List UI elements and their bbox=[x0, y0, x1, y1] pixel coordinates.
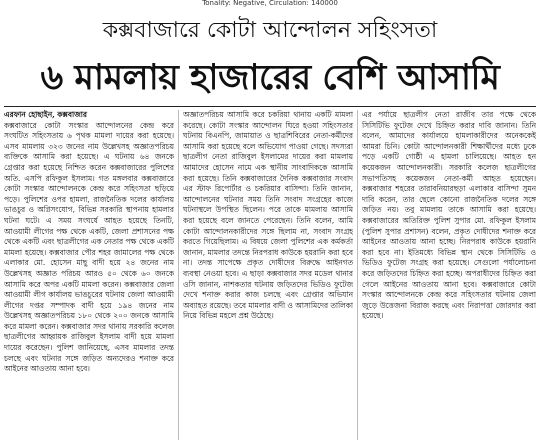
column-divider bbox=[178, 110, 179, 440]
article-column-3 bbox=[362, 110, 536, 440]
header-strip: Tonality: Negative, Circulation: 140000 bbox=[202, 0, 338, 7]
article-column-1 bbox=[4, 110, 174, 440]
column-divider bbox=[357, 110, 358, 440]
headline-divider bbox=[4, 106, 536, 107]
column-2-text: অজ্ঞাতপরিচয় আসামি করে চকরিয়া থানায় একটি মামলা করেছে। কোটা সংস্কার আন্দোলন ঘিরে হওয়া সহিংসতার ঘটনায় বিএনপি, জামায়াত ও ছাত্রশিবিরের নেতা-কর্মীদের আসামি করা হয়েছে বলে অভিযোগ পাওয়া গেছে। সদস্যরা ছাত্রলীগ নেতা রাজিবুল ইসলামের দায়ের করা মামলায় আমাদের হোসেন নামে এক স্থানীয় সাংবাদিককে আসামি করা হয়েছে। তিনি কক্সবাজারের দৈনিক কক্সবাজার সংবাদ এর স্টাফ রিপোর্টার ও চকরিয়ার বাসিন্দা। তিনি জানান, আন্দোলনের ঘটনার সময় তিনি সংবাদ সংগ্রহের কাজে ঘটনাস্থলে উপস্থিত ছিলেন। পরে তাকে মামলায় আসামি করা হয়েছে বলে জানতে পেরেছেন। তিনি বলেন, আমি কোটা আন্দোলনকারীদের সঙ্গে ছিলাম না, সংবাদ সংগ্রহ করতে গিয়েছিলাম। এ বিষয়ে জেলা পুলিশের এক কর্মকর্তা জানান, মামলার তদন্তে নিরপরাধ কাউকে হয়রানি করা হবে না। তদন্ত সাপেক্ষে প্রকৃত দোষীদের বিরুদ্ধে আইনগত ব্যবস্থা নেওয়া হবে। এ ছাড়া কক্সবাজার সদর মডেল থানার ওসি জানান, নাশকতার ঘটনায় জড়িতদের ভিডিও ফুটেজ দেখে শনাক্ত করার কাজ চলছে এবং গ্রেপ্তার অভিযান অব্যাহত রয়েছে। তবে মামলার বাদী ও আসামিদের তালিকা নিয়ে বিভিন্ন মহলে প্রশ্ন উঠেছে। bbox=[183, 110, 353, 321]
column-3-text: এর পর্যায়ে ছাত্রলীগ নেতা রাজীব তার পক্ষে থেকে সিসিটিভি ফুটেজ দেখে চিহ্নিত করার দাবি জানান। তিনি বলেন, আমাদের কার্যালয়ে হামলাকারীদের অনেককেই আমরা চিনি। কোটা আন্দোলনকারী শিক্ষার্থীদের মধ্যে ঢুকে পড়ে একটি গোষ্ঠী এ হামলা চালিয়েছে। আহত হন কয়েকজন আন্দোলনকারী। সরকারি কলেজ ছাত্রলীগের সভাপতিসহ কয়েকজন নেতা-কর্মী আহত হয়েছেন। কক্সবাজার শহরের তারাবনিয়ারছড়া এলাকার বাসিন্দা সুমন দাবি করেন, তার ছেলে কোনো রাজনৈতিক দলের সঙ্গে জড়িত নয়। তবু মামলায় তাকে আসামি করা হয়েছে। কক্সবাজারের অতিরিক্ত পুলিশ সুপার মো. রফিকুল ইসলাম (পুলিশ সুপার প্রশাসন) বলেন, প্রকৃত দোষীদের শনাক্ত করে আইনের আওতায় আনা হচ্ছে। নিরপরাধ কাউকে হয়রানি করা হবে না। ইতিমধ্যে বিভিন্ন স্থান থেকে সিসিটিভি ও ভিডিও ফুটেজ সংগ্রহ করা হয়েছে। সেগুলো পর্যালোচনা করে জড়িতদের চিহ্নিত করা হচ্ছে। অপরাধীদের চিহ্নিত করা গেলে আইনের আওতায় আনা হবে। কক্সবাজারে কোটা সংস্কার আন্দোলনকে কেন্দ্র করে সহিংসতার ঘটনায় জেলা জুড়ে উত্তেজনা বিরাজ করছে এবং নিরাপত্তা জোরদার করা হয়েছে। bbox=[362, 110, 536, 321]
article-subheadline: কক্সবাজারে কোটা আন্দোলন সহিংসতা bbox=[102, 18, 438, 43]
article-headline: ৬ মামলায় হাজারের বেশি আসামি bbox=[40, 58, 500, 98]
column-1-text: কক্সবাজারে কোটা সংস্কার আন্দোলনের কেন্দ্র করে সংঘটিত সহিংসতায় ৬ পৃথক মামলা দায়ের করা হয়েছে। এসব মামলায় ৩২৩ জনের নাম উল্লেখসহ অজ্ঞাতপরিচয় ব্যক্তিকে আসামি করা হয়েছে। এ ঘটনায় ৬৪ জনকে গ্রেপ্তার করা হয়েছে নিশ্চিত করেন কক্সবাজারের পুলিশের অতি. এসপি রফিকুল ইসলাম। গত মঙ্গলবার কক্সবাজারে কোটা সংস্কার আন্দোলনকে কেন্দ্র করে সহিংসতা ছড়িয়ে পড়ে। পুলিশের ওপর হামলা, রাজনৈতিক দলের কার্যালয় ভাঙচুর ও অগ্নিসংযোগ, বিভিন্ন সরকারি স্থাপনায় হামলার ঘটনা ঘটে। এ সময় সংঘর্ষে আহত হয়েছে তিনটি, আওয়ামী লীগের পক্ষ থেকে একটি, জেলা প্রশাসনের পক্ষ থেকে একটি এবং ছাত্রলীগের এক নেতার পক্ষ থেকে একটি মামলা হয়েছে। কক্সবাজার পৌর শহর জামালের পক্ষ থেকে এলাকার মো. হোসেন মাছু বাদী হয়ে ২৪ জনের নাম উল্লেখসহ অজ্ঞাত পরিচয় আরও ৫০ থেকে ৬০ জনকে আসামি করে অপর একটি মামলা করেন। কক্সবাজার জেলা আওয়ামী লীগ কার্যালয় ভাঙচুরের ঘটনায় জেলা আওয়ামী লীগের দপ্তর সম্পাদক বাদী হয়ে ১৯৪ জনের নাম উল্লেখসহ অজ্ঞাতপরিচয় ১৮০ থেকে ২০০ জনকে আসামি করে মামলা করেন। কক্সবাজার সদর থানায় সরকারি কলেজ ছাত্রলীগের আহ্বায়ক রাজিবুল ইসলাম বাদী হয়ে মামলা দায়ের করেছেন। পুলিশ জানিয়েছে, এসব মামলার তদন্ত চলছে এবং ঘটনার সঙ্গে জড়িত অন্যদেরও শনাক্ত করে আইনের আওতায় আনা হবে। bbox=[4, 120, 174, 374]
article-column-2 bbox=[183, 110, 353, 440]
article-byline: এরফান হোছাইন, কক্সবাজার bbox=[4, 110, 87, 119]
